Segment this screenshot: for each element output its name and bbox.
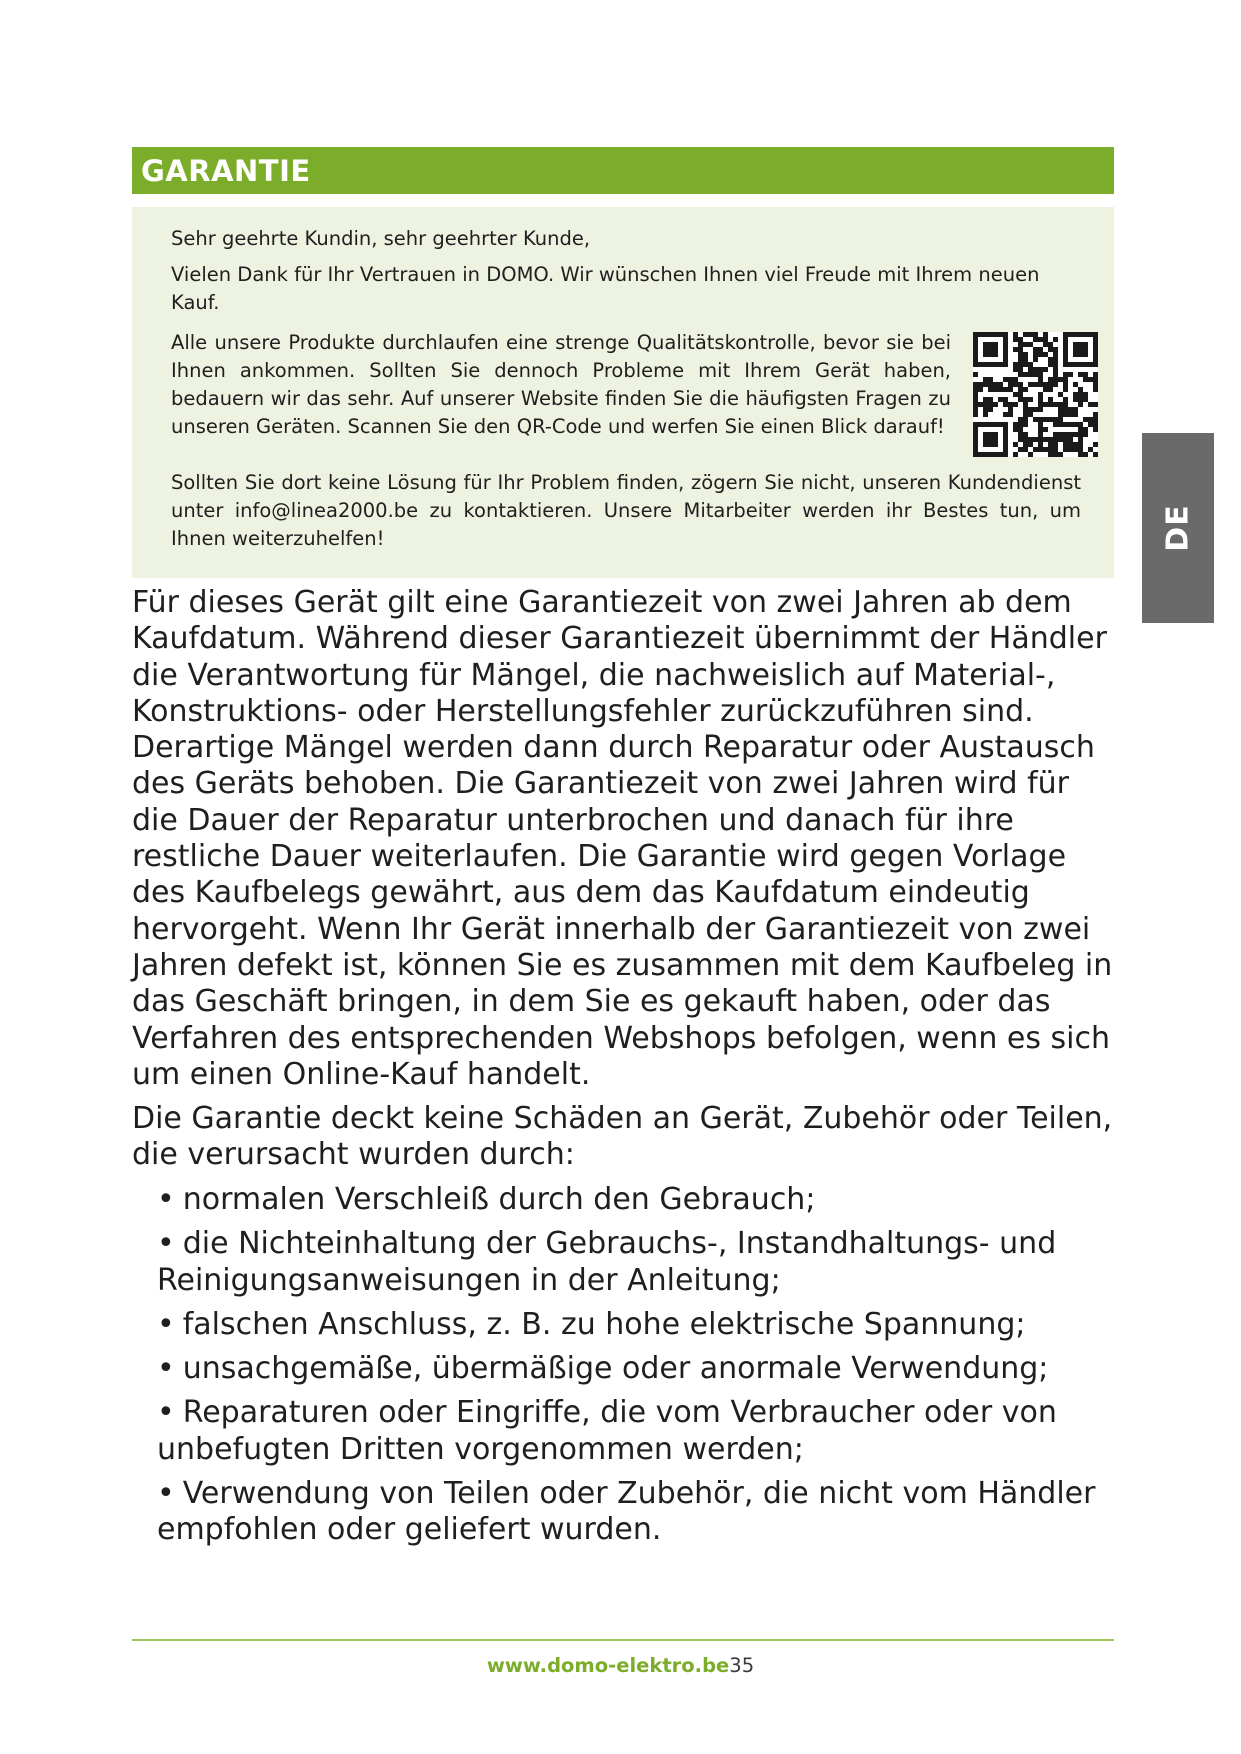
qr-code-icon[interactable] (973, 332, 1098, 457)
exclusions-intro: Die Garantie deckt keine Schäden an Gerät, Zubehör oder Teilen, die verursacht wurden durch: (132, 1101, 1113, 1173)
section-title: GARANTIE (141, 154, 311, 188)
footer-divider (132, 1639, 1114, 1641)
list-item: • falschen Anschluss, z. B. zu hohe elektrische Spannung; (157, 1306, 1026, 1342)
footer-website-link[interactable]: www.domo-elektro.be (486, 1654, 730, 1677)
list-item: • Reparaturen oder Eingriffe, die vom Verbraucher oder von unbefugten Dritten vorgenommen werden; (157, 1395, 1057, 1467)
list-item: • Verwendung von Teilen oder Zubehör, die nicht vom Händler empfohlen oder geliefert wurden. (157, 1476, 1096, 1548)
page-number: 35 (729, 1654, 755, 1677)
intro-contact: Sollten Sie dort keine Lösung für Ihr Problem finden, zögern Sie nicht, unseren Kundendienst unter info@linea2000.be zu kontaktieren. Unsere Mitarbeiter werden ihr Bestes tun, um Ihnen weiterzuhelfen! (171, 471, 1081, 550)
footer (0, 1654, 1241, 1677)
exclusions-list (157, 1182, 1117, 1557)
intro-greeting: Sehr geehrte Kundin, sehr geehrter Kunde, (171, 227, 591, 250)
intro-thanks: Vielen Dank für Ihr Vertrauen in DOMO. Wir wünschen Ihnen viel Freude mit Ihrem neuen Kauf. (171, 263, 1040, 314)
intro-quality: Alle unsere Produkte durchlaufen eine strenge Qualitätskontrolle, bevor sie bei Ihnen ankommen. Sollten Sie dennoch Probleme mit Ihrem Gerät haben, bedauern wir das sehr. Auf unserer Website finden Sie die häufigsten Fragen zu unseren Geräten. Scannen Sie den QR-Code und werfen Sie einen Blick darauf! (171, 331, 951, 438)
intro-box (132, 207, 1114, 578)
language-tab (1142, 433, 1214, 623)
language-tab-label: DE (1160, 504, 1196, 552)
list-item: • die Nichteinhaltung der Gebrauchs-, Instandhaltungs- und Reinigungsanweisungen in der Anleitung; (157, 1226, 1057, 1298)
list-item: • normalen Verschleiß durch den Gebrauch; (157, 1182, 816, 1217)
list-item: • unsachgemäße, übermäßige oder anormale Verwendung; (157, 1351, 1049, 1387)
warranty-paragraph: Für dieses Gerät gilt eine Garantiezeit von zwei Jahren ab dem Kaufdatum. Während dieser Garantiezeit übernimmt der Händler die Verantwortung für Mängel, die nachweislich auf Material-, Konstruktions- oder Herstellungsfehler zurückzuführen sind. Derartige Mängel werden dann durch Reparatur oder Austausch des Geräts behoben. Die Garantiezeit von zwei Jahren wird für die Dauer der Reparatur unterbrochen und danach für ihre restliche Dauer weiterlaufen. Die Garantie wird gegen Vorlage des Kaufbelegs gewährt, aus dem das Kaufdatum eindeutig hervorgeht. Wenn Ihr Gerät innerhalb der Garantiezeit von zwei Jahren defekt ist, können Sie es zusammen mit dem Kaufbeleg in das Geschäft bringen, in dem Sie es gekauft haben, oder das Verfahren des entsprechenden Webshops befolgen, wenn es sich um einen Online-Kauf handelt. (132, 585, 1113, 1092)
section-header (132, 147, 1114, 194)
